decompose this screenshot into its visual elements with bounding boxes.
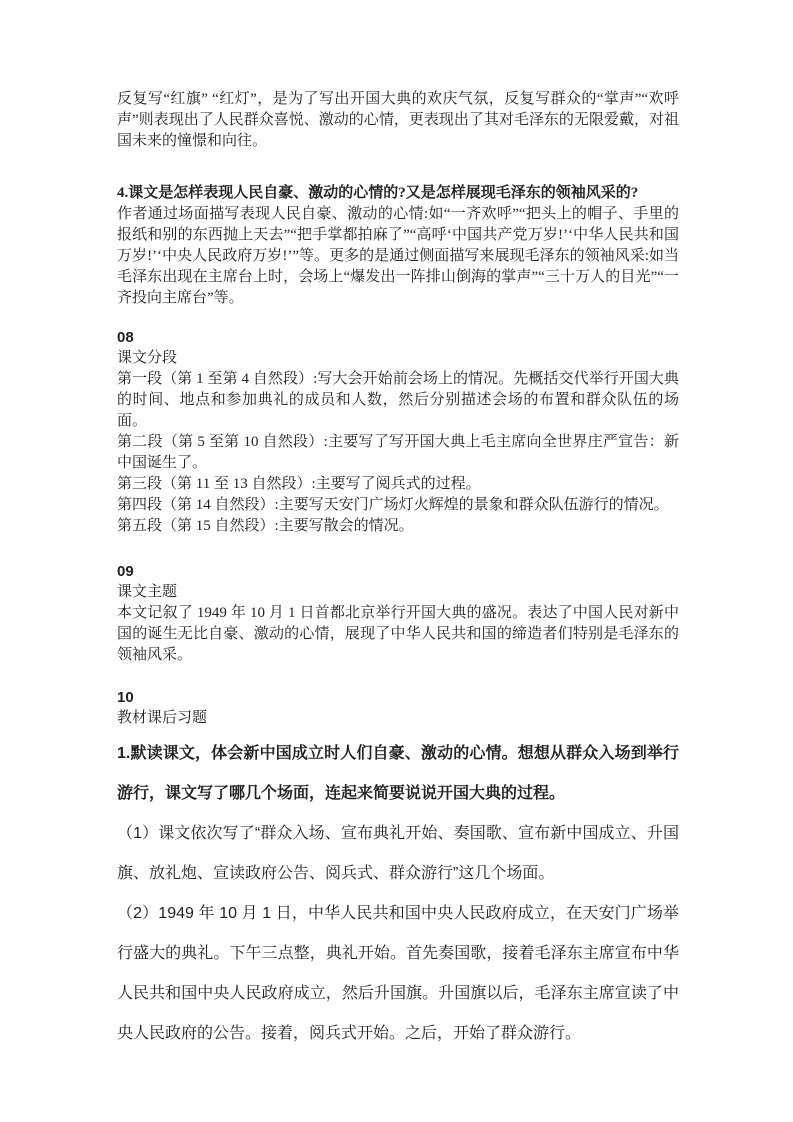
segment-1-description: 第一段（第 1 至第 4 自然段）:写大会开始前会场上的情况。先概括交代举行开国大典的时间、地点和参加典礼的成员和人数，然后分别描述会场的布置和群众队伍的场面。 [117,371,679,429]
text-theme-body: 本文记叙了 1949 年 10 月 1 日首都北京举行开国大典的盛况。表达了中国人民对新中国的诞生无比自豪、激动的心情，展现了中华人民共和国的缔造者们特别是毛泽东的领袖风采。 [117,605,679,663]
exercise-question-1: 1.默读课文，体会新中国成立时人们自豪、激动的心情。想想从群众入场到举行游行，课文写了哪几个场面，连起来简要说说开国大典的过程。 [117,745,679,802]
section-title-textbook-exercises: 教材课后习题 [117,710,208,726]
segment-2-description: 第二段（第 5 至第 10 自然段）:主要写了写开国大典上毛主席向全世界庄严宣告：新中国诞生了。 [117,434,679,471]
paragraph-red-flag-analysis: 反复写“红旗” “红灯”，是为了写出开国大典的欢庆气氛，反复写群众的“掌声”“欢呼声”则表现出了人民群众喜悦、激动的心情，更表现出了其对毛泽东的无限爱戴，对祖国未来的憧憬和向往。 [117,91,679,149]
section-number-10: 10 [117,689,134,706]
section-title-text-theme: 课文主题 [117,584,178,600]
section-title-text-segmentation: 课文分段 [117,350,178,366]
segment-5-description: 第五段（第 15 自然段）:主要写散会的情况。 [117,518,414,534]
exercise-answer-2: （2）1949 年 10 月 1 日，中华人民共和国中央人民政府成立，在天安门广场举行盛大的典礼。下午三点整，典礼开始。首先奏国歌，接着毛泽东主席宣布中华人民共和国中央人民政府成立，然后升国旗。升国旗以后，毛泽东主席宣读了中央人民政府的公告。接着，阅兵式开始。之后，开始了群众游行。 [117,905,679,1042]
exercise-answer-1: （1）课文依次写了“群众入场、宣布典礼开始、奏国歌、宣布新中国成立、升国旗、放礼炮、宣读政府公告、阅兵式、群众游行”这几个场面。 [117,825,679,882]
segment-3-description: 第三段（第 11 至 13 自然段）:主要写了阅兵式的过程。 [117,476,481,492]
segment-4-description: 第四段（第 14 自然段）:主要写天安门广场灯火辉煌的景象和群众队伍游行的情况。 [117,497,669,513]
question-4-heading: 4.课文是怎样表现人民自豪、激动的心情的?又是怎样展现毛泽东的领袖风采的? [117,185,639,201]
question-4-answer: 作者通过场面描写表现人民自豪、激动的心情:如“一齐欢呼”“把头上的帽子、手里的报纸和别的东西抛上天去”“把手掌都拍麻了”“高呼‘中国共产党万岁!’‘中华人民共和国万岁!’‘中央人民政府万岁!’”等。更多的是通过侧面描写来展现毛泽东的领袖风采:如当毛泽东出现在主席台上时，会场上“爆发出一阵排山倒海的掌声”“三十万人的目光”“一齐投向主席台”等。 [117,206,679,306]
section-number-08: 08 [117,329,134,346]
section-number-09: 09 [117,563,134,580]
